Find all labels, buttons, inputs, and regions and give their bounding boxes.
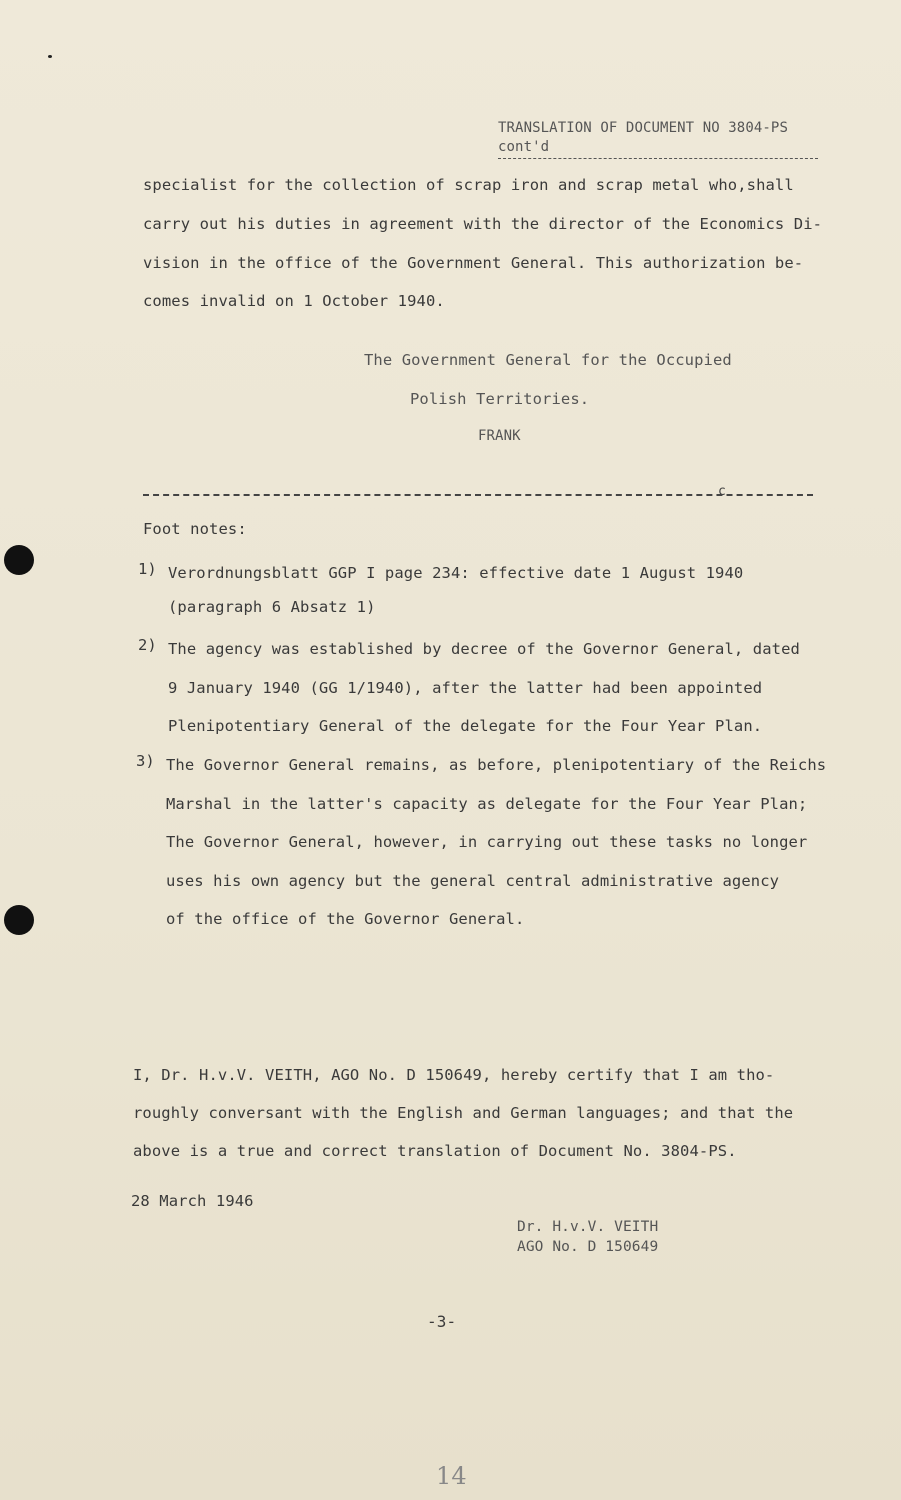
footnote-2-line-2: 9 January 1940 (GG 1/1940), after the latter had been appointed (168, 679, 763, 697)
footnote-3-line-4: uses his own agency but the general central administrative agency (166, 872, 780, 890)
body-line-3: vision in the office of the Government General. This authorization be- (143, 254, 804, 272)
separator-mark: c (718, 484, 726, 499)
footnote-2-line-1: The agency was established by decree of the Governor General, dated (168, 640, 800, 658)
footnote-1-line-2: (paragraph 6 Absatz 1) (168, 598, 376, 616)
footnote-3-line-1: The Governor General remains, as before, plenipotentiary of the Reichs (166, 756, 827, 774)
page-number: -3- (427, 1312, 457, 1331)
body-line-4: comes invalid on 1 October 1940. (143, 292, 445, 310)
body-line-2: carry out his duties in agreement with the director of the Economics Di- (143, 215, 823, 233)
footnotes-title: Foot notes: (143, 520, 247, 538)
certification-date: 28 March 1946 (131, 1192, 254, 1210)
header-underline (498, 158, 818, 159)
signature-line-1: The Government General for the Occupied (364, 351, 732, 369)
footnote-3-number: 3) (136, 752, 155, 770)
footnote-2-number: 2) (138, 636, 157, 654)
signer-name: Dr. H.v.V. VEITH (517, 1219, 659, 1235)
ink-speck (48, 55, 52, 58)
footnote-3-line-2: Marshal in the latter's capacity as delegate for the Four Year Plan; (166, 795, 808, 813)
body-line-1: specialist for the collection of scrap iron and scrap metal who,shall (143, 176, 794, 194)
document-header-title: TRANSLATION OF DOCUMENT NO 3804-PS (498, 120, 788, 136)
signature-name: FRANK (478, 428, 521, 444)
certification-line-1: I, Dr. H.v.V. VEITH, AGO No. D 150649, hereby certify that I am tho- (133, 1066, 775, 1084)
footnote-1-number: 1) (138, 560, 157, 578)
document-header-contd: cont'd (498, 139, 550, 155)
footnote-3-line-3: The Governor General, however, in carrying out these tasks no longer (166, 833, 808, 851)
signer-ago-number: AGO No. D 150649 (517, 1239, 659, 1255)
footnote-2-line-3: Plenipotentiary General of the delegate for the Four Year Plan. (168, 717, 763, 735)
section-separator (143, 494, 813, 496)
signature-line-2: Polish Territories. (410, 390, 590, 408)
footnote-3-line-5: of the office of the Governor General. (166, 910, 525, 928)
punch-hole-top (4, 545, 34, 575)
certification-line-2: roughly conversant with the English and German languages; and that the (133, 1104, 794, 1122)
footnote-1-line-1: Verordnungsblatt GGP I page 234: effective date 1 August 1940 (168, 564, 744, 582)
handwritten-page-number: 14 (436, 1462, 467, 1490)
punch-hole-bottom (4, 905, 34, 935)
certification-line-3: above is a true and correct translation of Document No. 3804-PS. (133, 1142, 737, 1160)
